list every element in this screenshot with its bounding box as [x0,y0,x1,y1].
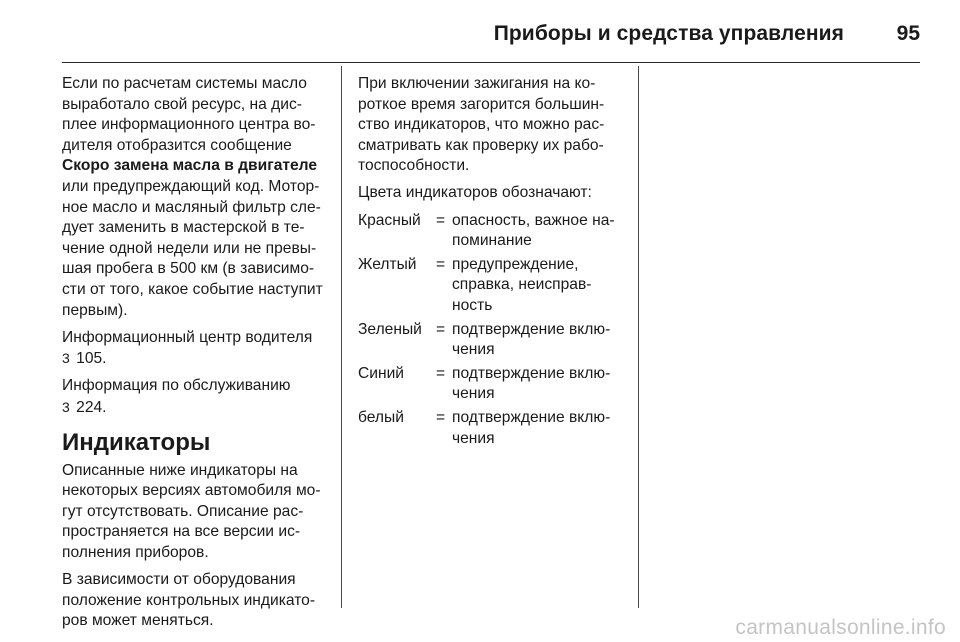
cross-ref-driver-info-text: Информационный центр водителя [62,328,313,346]
table-row [358,364,624,408]
indicators-intro-paragraph: Описанные ниже индикаторы на некоторых версиях автомобиля мо- гут отсутствовать. Описание рас- пространяется на все версии ис- полнения приборов. [62,461,321,561]
equals-sign: = [436,255,446,273]
equals-sign: = [436,408,446,426]
equals-sign: = [436,211,446,229]
equals-sign: = [436,320,446,338]
page-ref-icon: 3 [62,350,70,367]
right-column [358,74,624,452]
color-name: Желтый [358,255,417,273]
page-header [62,10,920,63]
column-divider-right [638,66,639,608]
cross-ref-service-info [62,376,336,418]
color-meaning: предупреждение, справка, неисправ- ность [452,255,592,314]
left-column [62,74,336,638]
cross-ref-service-info-page[interactable]: 224. [76,398,107,416]
color-meaning: опасность, важное на- поминание [452,211,615,250]
indicators-position-paragraph: В зависимости от оборудования положение контрольных индикато- ров может меняться. [62,570,316,630]
cross-ref-service-info-text: Информация по обслуживанию [62,377,291,395]
colors-intro: Цвета индикаторов обозначают: [358,184,592,202]
color-meaning: подтверждение вклю- чения [452,408,611,447]
oil-change-message: Скоро замена масла в двигателе [62,157,318,175]
color-name: Зеленый [358,320,422,338]
oil-life-paragraph [62,74,336,321]
table-row [358,211,624,255]
cross-ref-driver-info-page[interactable]: 105. [76,350,107,368]
color-name: белый [358,408,404,426]
table-row [358,408,624,452]
page-number: 95 [896,22,920,45]
column-divider-left [341,66,342,608]
color-name: Красный [358,211,421,229]
table-row [358,320,624,364]
indicator-color-table [358,211,624,453]
cross-ref-driver-info [62,328,336,370]
page-ref-icon: 3 [62,398,70,415]
equals-sign: = [436,364,446,382]
color-name: Синий [358,364,405,382]
table-row [358,255,624,320]
oil-life-lead: Если по расчетам системы масло выработало свой ресурс, на дис- плее информационного центра во- дителя отобразится сообщение [62,75,316,154]
color-meaning: подтверждение вклю- чения [452,364,611,403]
color-meaning: подтверждение вклю- чения [452,320,611,359]
ignition-check-paragraph: При включении зажигания на ко- роткое время загорится большин- ство индикаторов, что можно рас- сматривать как проверку их рабо- тоспособности. [358,75,605,175]
section-heading: Индикаторы [62,428,211,456]
oil-life-tail: или предупреждающий код. Мотор- ное масло и масляный фильтр сле- дует заменить в мастерской в те- чение одной недели или не превы- шая пробега в 500 км (в зависимо- сти от того, какое событие наступит первым). [62,177,323,319]
site-watermark: carmanualsonline.info [735,616,946,639]
page-title: Приборы и средства управления [493,22,844,45]
